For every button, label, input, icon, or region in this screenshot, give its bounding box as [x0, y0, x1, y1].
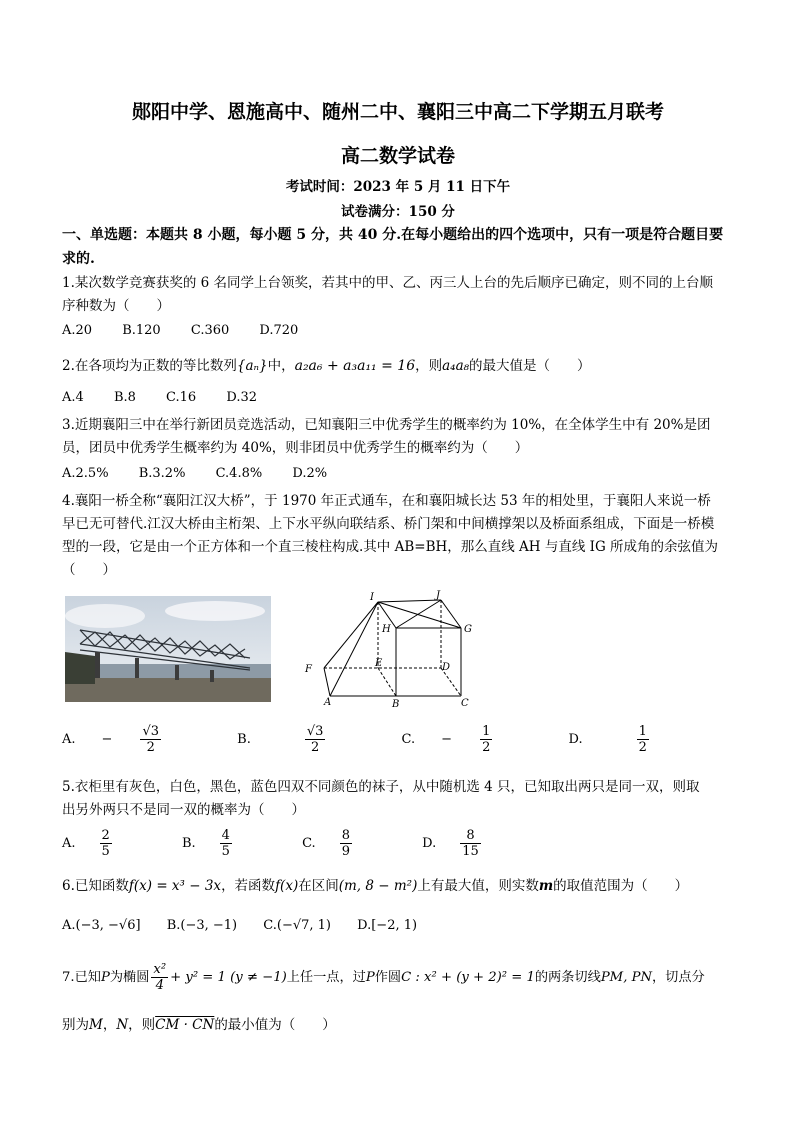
q2-equation: a₂a₆ + a₃a₁₁ = 16: [294, 358, 416, 374]
q5-options: [62, 828, 547, 859]
question-2: [62, 355, 734, 378]
q7-point-m: M: [89, 1017, 103, 1033]
q4-option-d: D. $\frac{1}{2}$: [568, 724, 647, 755]
q6-text-prefix: 6.已知函数: [62, 878, 129, 894]
q4-line2: 早已无可替代.江汉大桥由主桁架、上下水平纵向联结系、桥门架和中间横撑架以及桥面系组成，下面是一桥模: [62, 516, 715, 532]
q7-text-line2: 别为: [62, 1017, 89, 1033]
q4-options: [62, 724, 727, 755]
q6-text-suffix2: 的取值范围为（ ）: [553, 878, 689, 894]
label-c: C: [461, 698, 469, 708]
q2-option-a: A.4: [62, 390, 84, 405]
q3-line2: 员，团员中优秀学生概率约为 40%，则非团员中优秀学生的概率约为（ ）: [62, 440, 529, 456]
label-g: G: [464, 624, 472, 635]
q7-text-mid: 为椭圆: [109, 970, 150, 985]
q7-circle: C : x² + (y + 2)² = 1: [401, 970, 535, 985]
exam-title: 郧阳中学、恩施高中、随州二中、襄阳三中高二下学期五月联考: [131, 101, 664, 123]
q2-text-prefix: 2.在各项均为正数的等比数列: [62, 358, 237, 374]
q5-line2: 出另外两只不是同一双的概率为（ ）: [62, 802, 305, 818]
q7-text-tail: 的最小值为（ ）: [214, 1017, 336, 1033]
q3-option-b: B.3.2%: [138, 466, 186, 481]
q7-comma: ，: [102, 1017, 117, 1033]
q1-option-c: C.360: [190, 323, 230, 338]
bridge-photo: [65, 596, 271, 702]
q3-option-a: A.2.5%: [62, 466, 109, 481]
q2-text-suffix: 的最大值是（ ）: [469, 358, 591, 374]
question-5: [62, 776, 734, 822]
q1-line2: 序种数为（ ）: [62, 298, 170, 314]
q6-interval: (m, 8 − m²): [338, 878, 418, 894]
q2-text-mid: 中，: [267, 358, 295, 374]
q7-text-prefix: 7.已知: [62, 970, 101, 985]
q3-line1: 3.近期襄阳三中在举行新团员竞选活动，已知襄阳三中优秀学生的概率约为 10%，在全体学生中有 20%是团: [62, 417, 711, 433]
question-1: [62, 272, 734, 318]
q4-line4: （ ）: [62, 562, 116, 578]
q5-option-a: A. $\frac{2}{5}$: [62, 828, 110, 859]
q6-text-mid2: 在区间: [298, 878, 339, 894]
q6-text-suffix: 上有最大值，则实数: [417, 878, 539, 894]
bridge-image: [65, 596, 271, 702]
label-a: A: [324, 697, 332, 708]
q6-text-mid: ，若函数: [221, 878, 276, 894]
question-6: [62, 875, 734, 898]
q2-options: [62, 390, 283, 405]
label-j: J: [436, 590, 441, 601]
q2-expression: a₄a₈: [442, 358, 470, 374]
q7-text-mid4: 的两条切线: [534, 970, 601, 985]
prism-diagram: [296, 590, 486, 708]
q2-option-b: B.8: [113, 390, 136, 405]
q5-line1: 5.衣柜里有灰色，白色，黑色，蓝色四双不同颜色的袜子，从中随机选 4 只，已知取出两只是同一双，则取: [62, 779, 700, 795]
q6-option-d: D.[−2, 1): [357, 918, 418, 933]
q4-option-a: A. − $\frac{√3}{2}$: [62, 724, 159, 755]
q5-option-d: D. $\frac{8}{15}$: [422, 828, 479, 859]
q7-text-then: ，则: [128, 1017, 156, 1033]
exam-time: 考试时间：2023 年 5 月 11 日下午: [285, 179, 511, 195]
label-f: F: [305, 664, 312, 675]
question-3: [62, 414, 734, 460]
q6-option-c: C.(−√7, 1): [263, 918, 331, 933]
exam-subtitle: 高二数学试卷: [340, 145, 455, 167]
q1-option-d: D.720: [259, 323, 299, 338]
q7-point-p2: P: [365, 970, 375, 985]
question-7-line2: [62, 1014, 734, 1037]
q2-sequence: {aₙ}: [236, 358, 268, 374]
q1-options: [62, 323, 324, 338]
q6-options: [62, 918, 439, 933]
q7-point-n: N: [116, 1017, 129, 1033]
q1-option-b: B.120: [122, 323, 161, 338]
label-i: I: [370, 592, 374, 603]
section-heading: 一、单选题：本题共 8 小题，每小题 5 分，共 40 分.在每小题给出的四个选项中，只有一项是符合题目要求的.: [62, 227, 724, 267]
q6-option-a: A.(−3, −√6]: [62, 918, 141, 933]
q2-option-d: D.32: [226, 390, 257, 405]
q4-option-c: C. − $\frac{1}{2}$: [401, 724, 491, 755]
q1-option-a: A.20: [62, 323, 93, 338]
geometry-figure: [296, 590, 486, 708]
q5-option-c: C. $\frac{8}{9}$: [302, 828, 350, 859]
q4-line3: 型的一段，它是由一个正方体和一个直三棱柱构成.其中 AB=BH，那么直线 AH 与直线 IG 所成角的余弦值为: [62, 539, 719, 555]
q2-option-c: C.16: [166, 390, 197, 405]
q6-function-ref: f(x): [275, 878, 299, 894]
label-b: B: [392, 699, 400, 708]
q3-option-c: C.4.8%: [215, 466, 263, 481]
q6-function: f(x) = x³ − 3x: [128, 878, 222, 894]
label-h: H: [382, 624, 391, 635]
q7-text-suffix: ，切点分: [652, 970, 705, 985]
q3-option-d: D.2%: [292, 466, 328, 481]
q3-options: [62, 466, 353, 481]
label-d: D: [442, 662, 451, 673]
q7-dot-product: CM · CN: [155, 1017, 215, 1033]
q7-tangent-lines: PM, PN: [600, 970, 652, 985]
question-4: [62, 490, 734, 582]
q6-option-b: B.(−3, −1): [166, 918, 238, 933]
q4-option-b: B. $\frac{√3}{2}$: [237, 724, 324, 755]
label-e: E: [375, 658, 383, 669]
q6-variable: m: [538, 878, 554, 894]
q7-ellipse-rest: + y² = 1 (y ≠ −1): [170, 970, 287, 985]
q7-point-p: P: [100, 970, 110, 985]
q5-option-b: B. $\frac{4}{5}$: [181, 828, 230, 859]
q2-text-mid2: ，则: [415, 358, 443, 374]
q7-text-mid2: 上任一点，过: [286, 970, 366, 985]
question-7: [62, 962, 742, 993]
q4-line1: 4.襄阳一桥全称“襄阳江汉大桥”，于 1970 年正式通车，在和襄阳城长达 53 年的相处里，于襄阳人来说一桥: [62, 493, 711, 509]
full-score: 试卷满分：150 分: [341, 204, 455, 220]
q7-text-mid3: 作圆: [374, 970, 402, 985]
q7-ellipse-fraction: $\frac{\text{x²}}{4}$: [153, 962, 167, 993]
q1-line1: 1.某次数学竞赛获奖的 6 名同学上台领奖，若其中的甲、乙、丙三人上台的先后顺序已确定，则不同的上台顺: [62, 275, 714, 291]
